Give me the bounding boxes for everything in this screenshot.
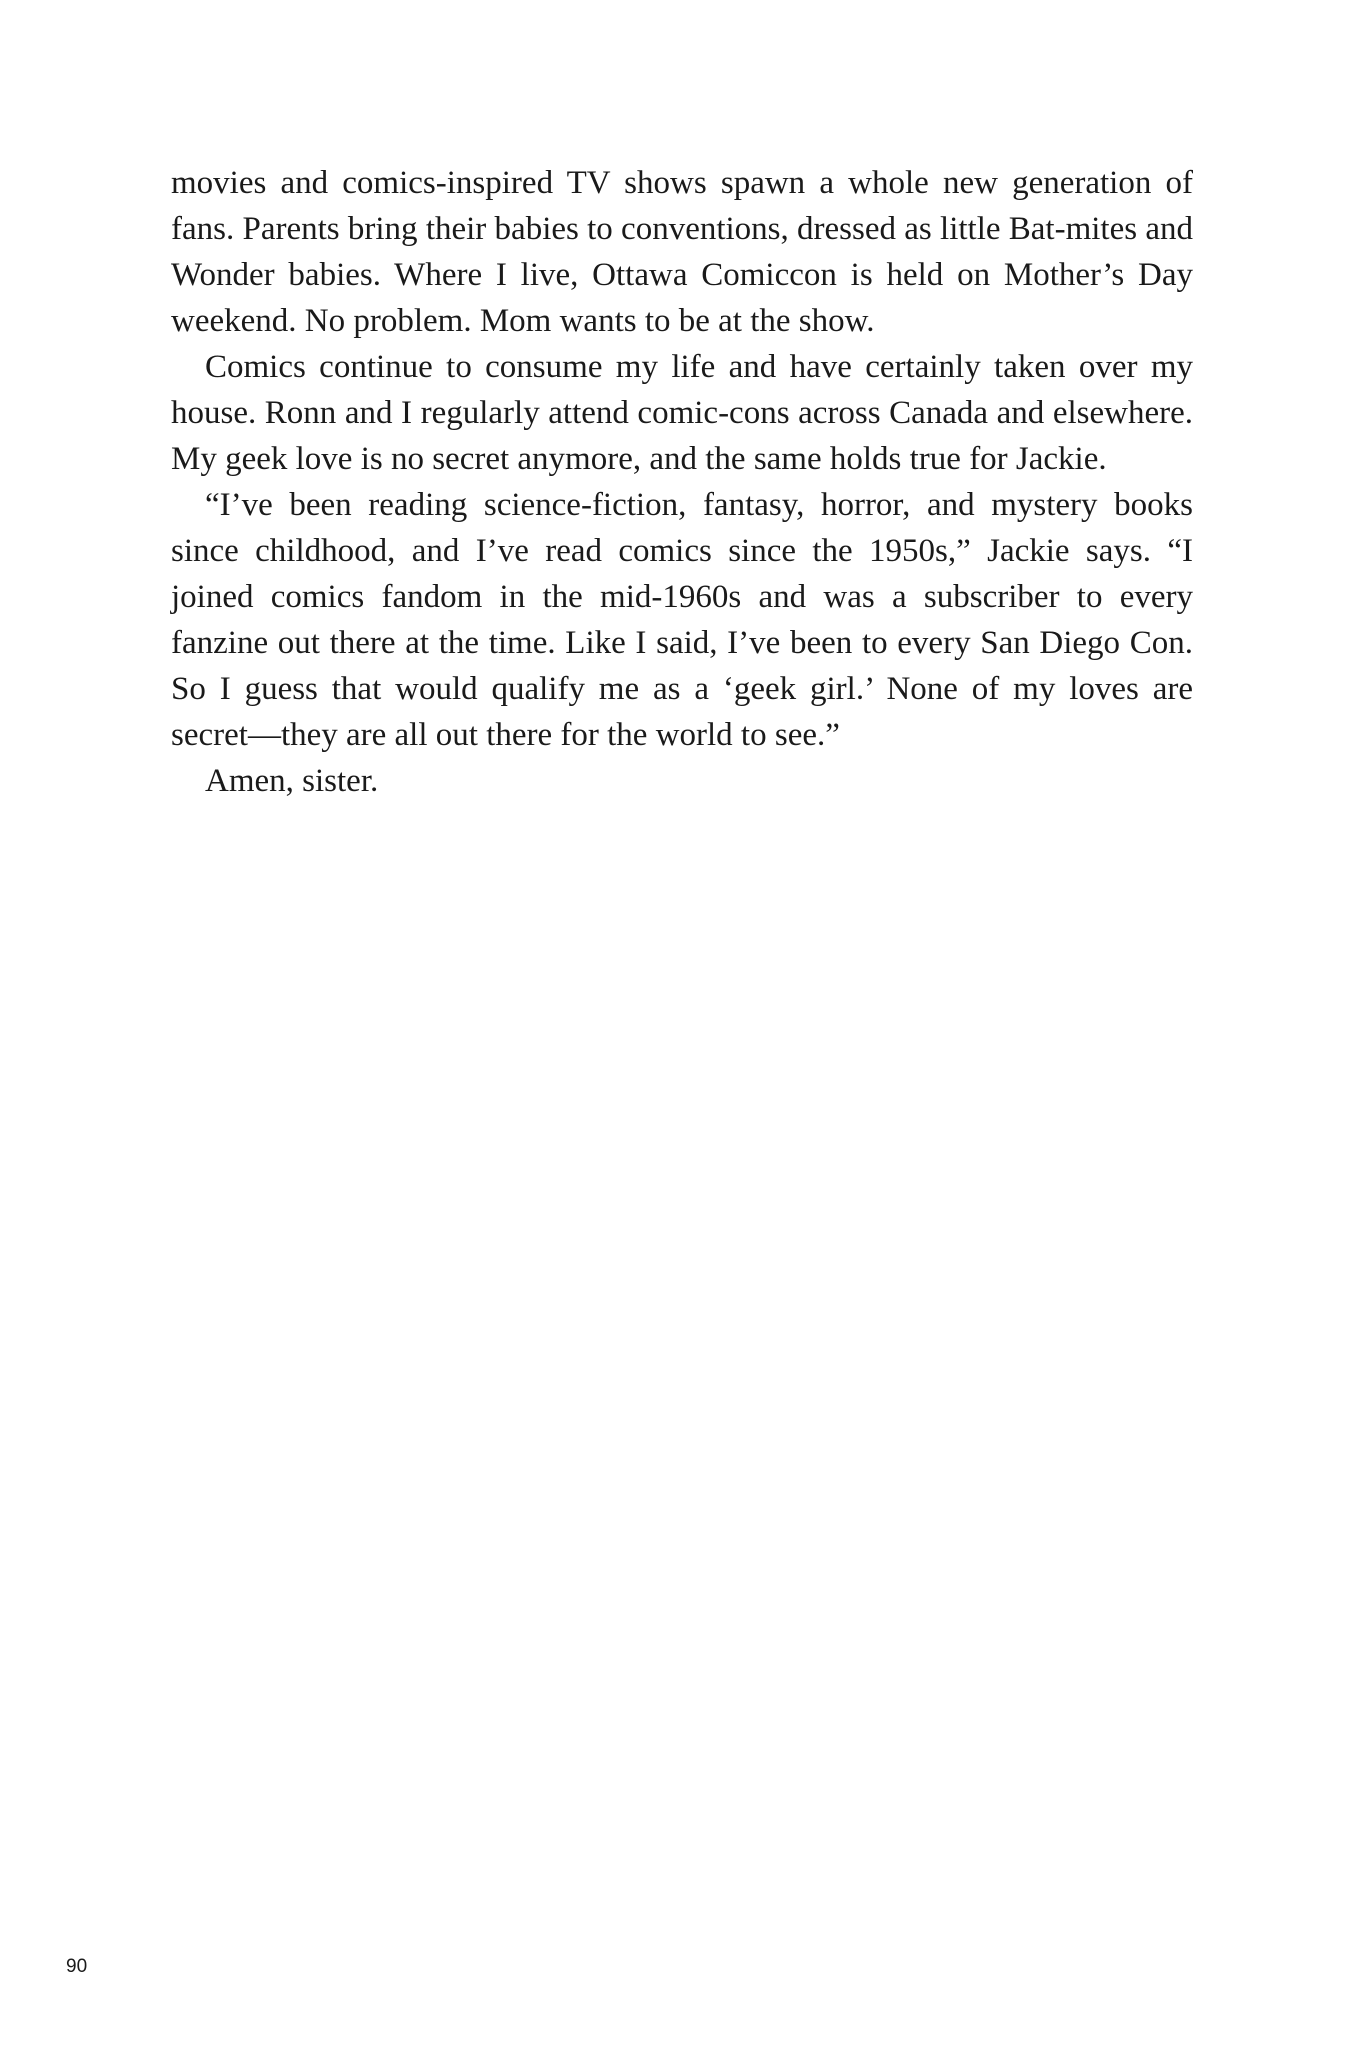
paragraph-jackie-quote: “I’ve been reading science-fiction, fantasy, horror, and mystery books since childhood, and I’ve read comics since the 1950s,” Jackie says. “I joined comics fandom in the mid-1960s and was a subscriber to every fanzine out there at the time. Like I said, I’ve been to every San Diego Con. So I guess that would qualify me as a ‘geek girl.’ None of my loves are secret—they are all out there for the world to see.”: [171, 487, 1193, 753]
paragraph-amen: Amen, sister.: [205, 763, 379, 799]
paragraph-comics-consume: Comics continue to consume my life and have certainly taken over my house. Ronn and I regularly attend comic-cons across Canada and elsewhere. My geek love is no secret anymore, and the same holds true for Jackie.: [171, 349, 1193, 477]
paragraph-continued: movies and comics-inspired TV shows spawn a whole new generation of fans. Parents bring their babies to conventions, dressed as little Bat-mites and Wonder babies. Where I live, Ottawa Comiccon is held on Mother’s Day weekend. No problem. Mom wants to be at the show.: [171, 165, 1193, 339]
body-text: [171, 160, 1193, 804]
page-number: 90: [66, 1956, 88, 1977]
